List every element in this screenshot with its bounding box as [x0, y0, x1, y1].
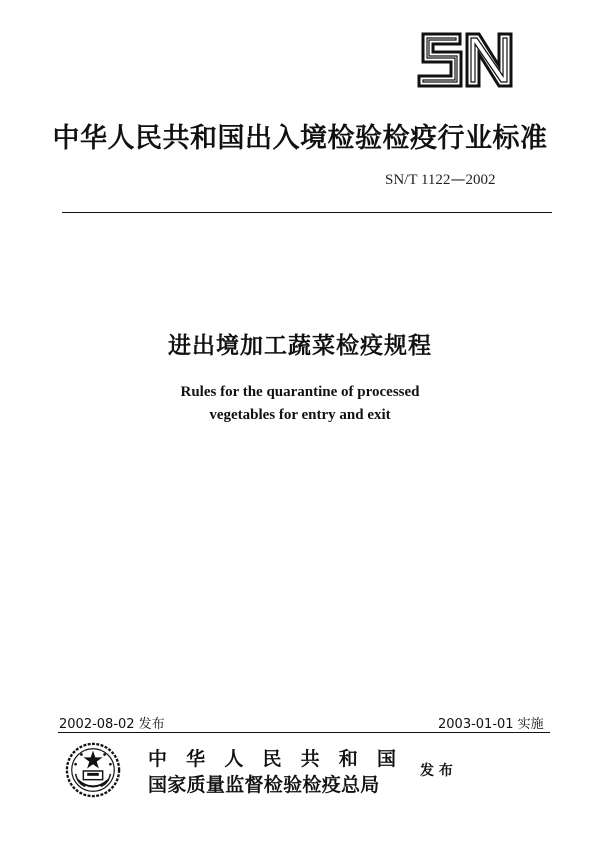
standard-number-value: 1122 [420, 172, 451, 188]
english-title-line-1: Rules for the quarantine of processed [180, 384, 420, 400]
issue-date: 2002-08-02 发布 [59, 717, 165, 732]
issuer-country-name [148, 744, 396, 771]
issuer-country-char: 华 [186, 748, 206, 770]
implementation-date: 2003-01-01 实施 [438, 717, 544, 732]
issuer-country-char: 和 [338, 748, 358, 770]
document-title-english [0, 381, 600, 427]
issuer-country-char: 民 [262, 748, 282, 770]
issuer-country-char: 共 [300, 748, 320, 770]
publish-label: 发 布 [420, 763, 453, 779]
standard-separator: — [450, 170, 466, 188]
issuer-country-char: 人 [224, 748, 244, 770]
national-emblem-seal [64, 741, 122, 799]
logo-letter-n [467, 34, 511, 86]
industry-standard-title: 中华人民共和国出入境检验检疫行业标准 [52, 123, 548, 154]
issuer-country-char: 国 [376, 748, 396, 770]
standard-code: SN/T [385, 172, 418, 188]
english-title-line-2: vegetables for entry and exit [209, 407, 391, 423]
document-title-chinese: 进出境加工蔬菜检疫规程 [168, 333, 432, 359]
header-divider [62, 212, 552, 213]
issuer-agency-name: 国家质量监督检验检疫总局 [148, 774, 380, 796]
issuer-country-char: 中 [148, 748, 168, 770]
sn-logo [415, 30, 515, 90]
footer-divider [58, 732, 550, 733]
standard-year: 2002 [465, 172, 496, 188]
standard-number [385, 170, 495, 189]
